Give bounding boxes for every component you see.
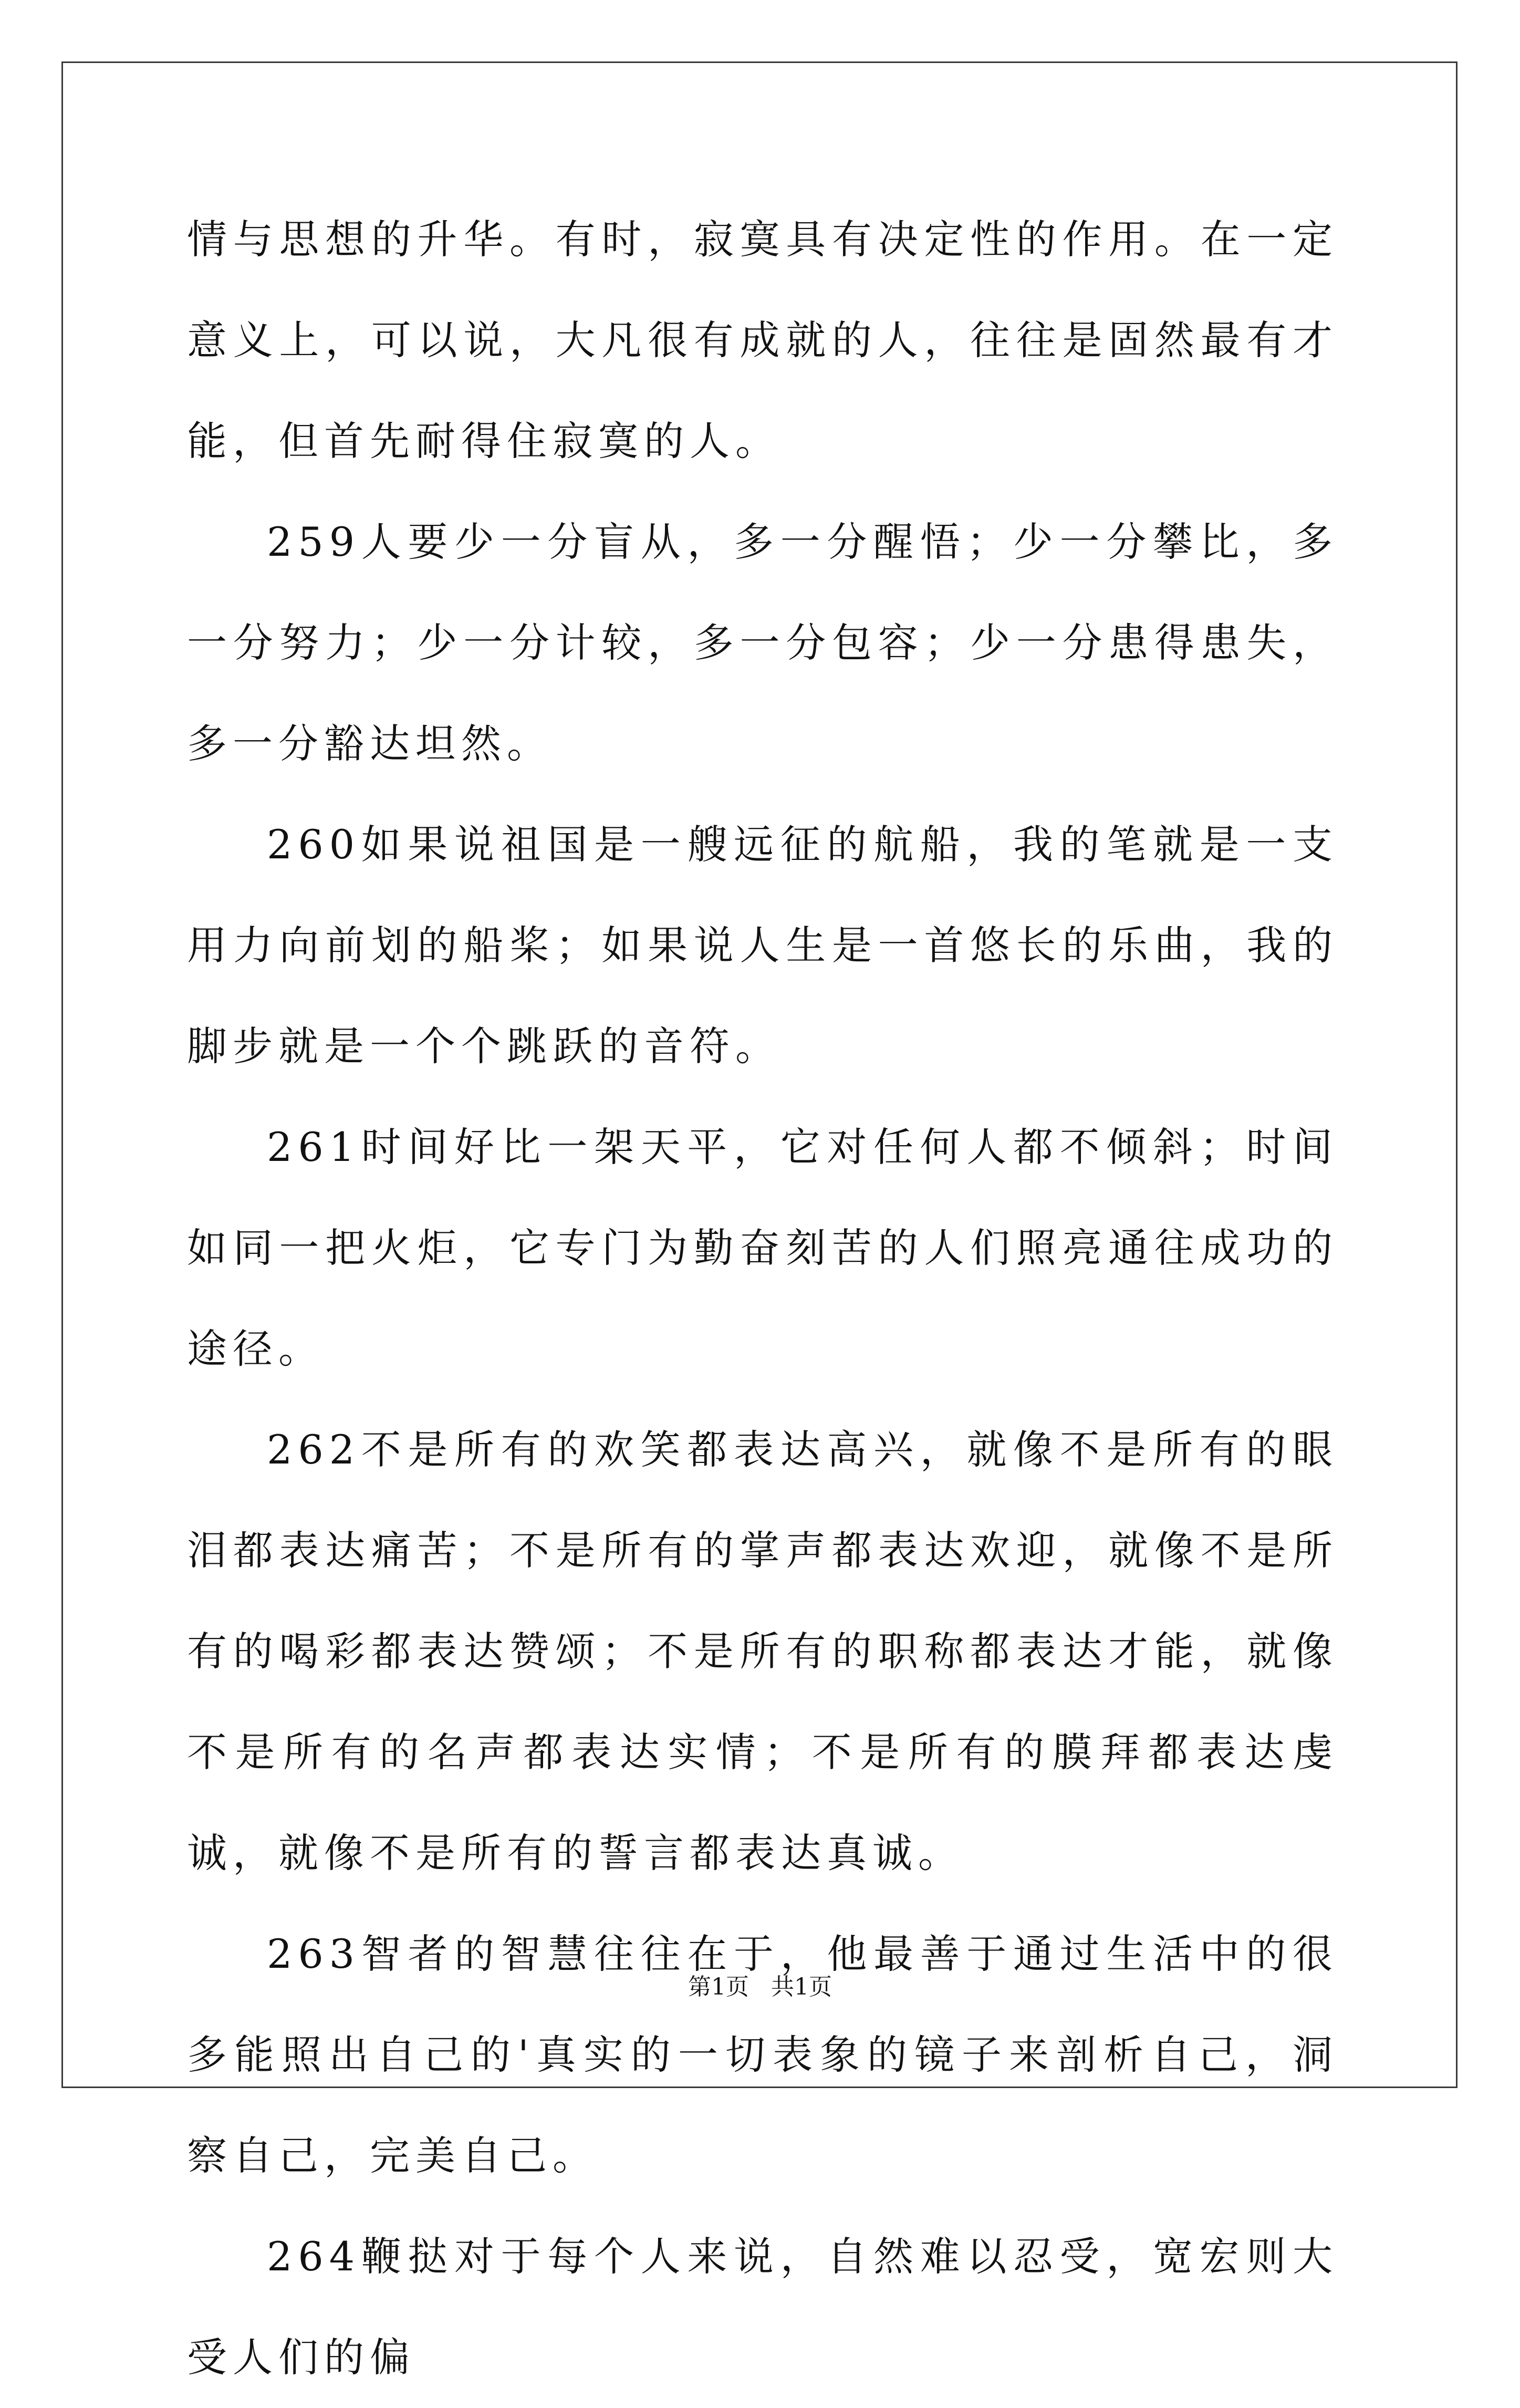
paragraph-264: 264鞭挞对于每个人来说，自然难以忍受，宽宏则大受人们的偏 bbox=[187, 2233, 1338, 2381]
paragraph-continuation: 情与思想的升华。有时，寂寞具有决定性的作用。在一定意义上，可以说，大凡很有成就的人，往往是固然最有才能，但首先耐得住寂寞的人。 bbox=[187, 216, 1338, 464]
paragraph-262: 262不是所有的欢笑都表达高兴，就像不是所有的眼泪都表达痛苦；不是所有的掌声都表达欢迎，就像不是所有的喝彩都表达赞颂；不是所有的职称都表达才能，就像不是所有的名声都表达实情；不是所有的膜拜都表达虔诚，就像不是所有的誓言都表达真诚。 bbox=[187, 1426, 1338, 1876]
page-number: 第1页 bbox=[688, 1974, 749, 2000]
page-footer bbox=[0, 1968, 1520, 2001]
paragraph-263: 263智者的智慧往往在于，他最善于通过生活中的很多能照出自己的'真实的一切表象的镜子来剖析自己，洞察自己，完美自己。 bbox=[187, 1930, 1338, 2179]
paragraph-260: 260如果说祖国是一艘远征的航船，我的笔就是一支用力向前划的船桨；如果说人生是一首悠长的乐曲，我的脚步就是一个个跳跃的音符。 bbox=[187, 821, 1338, 1070]
paragraph-261: 261时间好比一架天平，它对任何人都不倾斜；时间如同一把火炬，它专门为勤奋刻苦的人们照亮通往成功的途径。 bbox=[187, 1124, 1338, 1372]
page-total: 共1页 bbox=[771, 1974, 832, 2000]
footer-spacer bbox=[749, 1974, 771, 2000]
document-body bbox=[187, 189, 1338, 2408]
paragraph-259: 259人要少一分盲从，多一分醒悟；少一分攀比，多一分努力；少一分计较，多一分包容；少一分患得患失，多一分豁达坦然。 bbox=[187, 518, 1338, 767]
